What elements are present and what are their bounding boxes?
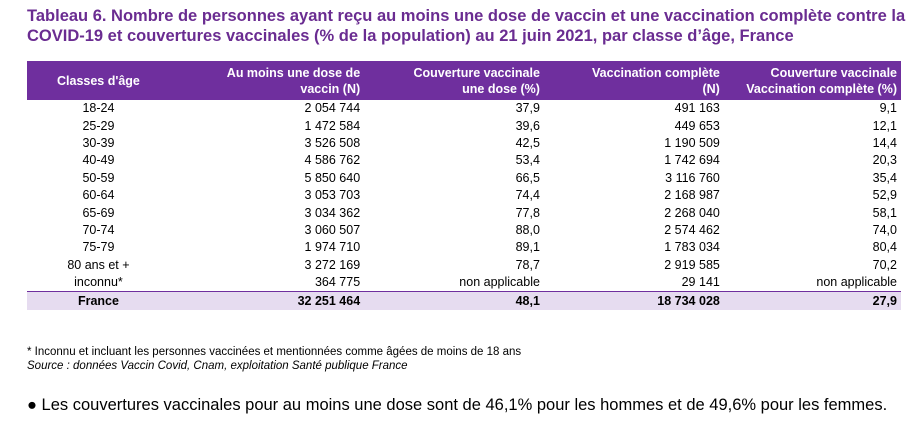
source-note: Source : données Vaccin Covid, Cnam, exploitation Santé publique France xyxy=(27,360,408,372)
footnote: * Inconnu et incluant les personnes vaccinées et mentionnées comme âgées de moins de 18 ans xyxy=(27,346,522,358)
cell-total-label: France xyxy=(77,293,119,308)
cell-one-dose-coverage: 88,0 xyxy=(515,222,540,237)
table-total-row xyxy=(27,292,901,311)
cell-full-coverage: 58,1 xyxy=(872,205,897,220)
cell-full-coverage: 14,4 xyxy=(872,135,897,150)
cell-full-count: 449 653 xyxy=(674,118,720,133)
cell-full-coverage: 12,1 xyxy=(872,118,897,133)
cell-age-class: 65-69 xyxy=(82,205,115,220)
cell-age-class: 60-64 xyxy=(82,188,115,203)
cell-one-dose-count: 3 053 703 xyxy=(304,188,361,203)
header-full-vaccination-count: Vaccination complète (N) xyxy=(592,66,720,96)
cell-one-dose-coverage: non applicable xyxy=(459,275,540,290)
cell-full-coverage: non applicable xyxy=(816,275,897,290)
table-row xyxy=(27,117,901,134)
table-row xyxy=(27,239,901,256)
cell-one-dose-count: 3 034 362 xyxy=(304,205,361,220)
table-row xyxy=(27,257,901,274)
cell-one-dose-coverage: 39,6 xyxy=(515,118,540,133)
cell-one-dose-count: 3 272 169 xyxy=(304,257,361,272)
cell-total-full-coverage: 27,9 xyxy=(872,293,897,308)
cell-full-count: 1 783 034 xyxy=(664,240,720,255)
cell-age-class: 30-39 xyxy=(82,135,115,150)
cell-full-coverage: 52,9 xyxy=(872,188,897,203)
cell-one-dose-coverage: 37,9 xyxy=(515,101,540,116)
table-notes xyxy=(27,345,521,373)
cell-full-coverage: 70,2 xyxy=(872,257,897,272)
cell-one-dose-coverage: 66,5 xyxy=(515,170,540,185)
cell-one-dose-count: 4 586 762 xyxy=(304,153,361,168)
cell-full-coverage: 74,0 xyxy=(872,222,897,237)
cell-total-one-dose-coverage: 48,1 xyxy=(515,293,540,308)
cell-age-class: 75-79 xyxy=(82,240,115,255)
table-row xyxy=(27,274,901,292)
cell-full-count: 2 168 987 xyxy=(664,188,720,203)
cell-age-class: 25-29 xyxy=(82,118,115,133)
table-row xyxy=(27,204,901,221)
cell-age-class: 70-74 xyxy=(82,222,115,237)
cell-full-coverage: 9,1 xyxy=(879,101,897,116)
cell-one-dose-coverage: 77,8 xyxy=(515,205,540,220)
header-one-dose-count: Au moins une dose de vaccin (N) xyxy=(226,66,361,96)
table-row xyxy=(27,152,901,169)
header-full-vaccination-coverage: Couverture vaccinale Vaccination complète (%) xyxy=(746,66,897,96)
cell-full-count: 2 268 040 xyxy=(664,205,720,220)
cell-one-dose-coverage: 53,4 xyxy=(515,153,540,168)
cell-full-coverage: 80,4 xyxy=(872,240,897,255)
cell-full-coverage: 20,3 xyxy=(872,153,897,168)
table-title: Tableau 6. Nombre de personnes ayant reçu au moins une dose de vaccin et une vaccination complète contre la COVID-19 et couvertures vaccinales (% de la population) au 21 juin 2021, par classe d’âge, France xyxy=(27,7,906,45)
vaccination-table xyxy=(27,61,901,310)
cell-full-count: 1 742 694 xyxy=(664,153,720,168)
table-header-row xyxy=(27,61,901,100)
cell-one-dose-count: 1 472 584 xyxy=(304,118,361,133)
header-age-class: Classes d'âge xyxy=(57,74,140,88)
cell-one-dose-count: 2 054 744 xyxy=(304,101,361,116)
cell-one-dose-count: 364 775 xyxy=(314,275,361,290)
cell-age-class: 80 ans et + xyxy=(67,257,130,272)
cell-full-count: 2 919 585 xyxy=(664,257,720,272)
table-row xyxy=(27,100,901,117)
cell-full-coverage: 35,4 xyxy=(872,170,897,185)
cell-age-class: 40-49 xyxy=(82,153,115,168)
header-one-dose-coverage: Couverture vaccinale une dose (%) xyxy=(413,66,540,96)
cell-full-count: 3 116 760 xyxy=(665,170,720,185)
cell-one-dose-coverage: 42,5 xyxy=(515,135,540,150)
cell-full-count: 2 574 462 xyxy=(664,222,720,237)
cell-full-count: 1 190 509 xyxy=(664,135,720,150)
cell-full-count: 29 141 xyxy=(681,275,720,290)
table-row xyxy=(27,222,901,239)
bullet-paragraph: ● Les couvertures vaccinales pour au moins une dose sont de 46,1% pour les hommes et de 49,6% pour les femmes. xyxy=(27,396,888,414)
cell-one-dose-coverage: 78,7 xyxy=(515,257,540,272)
cell-full-count: 491 163 xyxy=(674,101,720,116)
cell-age-class: 18-24 xyxy=(82,101,115,116)
cell-total-one-dose-count: 32 251 464 xyxy=(297,293,361,308)
cell-age-class: inconnu* xyxy=(74,275,123,290)
cell-one-dose-coverage: 89,1 xyxy=(515,240,540,255)
cell-one-dose-coverage: 74,4 xyxy=(515,188,540,203)
table-row xyxy=(27,135,901,152)
table-row xyxy=(27,187,901,204)
table-row xyxy=(27,170,901,187)
cell-one-dose-count: 3 060 507 xyxy=(304,222,361,237)
cell-one-dose-count: 3 526 508 xyxy=(304,135,361,150)
cell-one-dose-count: 1 974 710 xyxy=(304,240,361,255)
cell-age-class: 50-59 xyxy=(82,170,115,185)
cell-total-full-count: 18 734 028 xyxy=(657,293,720,308)
cell-one-dose-count: 5 850 640 xyxy=(304,170,361,185)
